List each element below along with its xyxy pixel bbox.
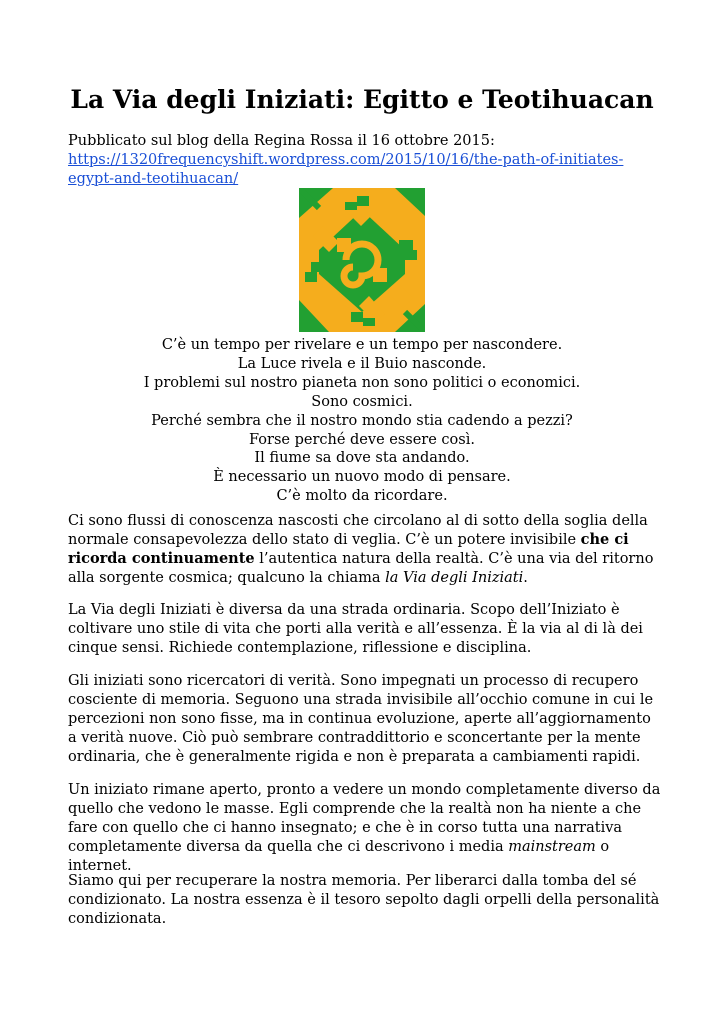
paragraph-open-initiate — [68, 781, 664, 876]
paragraph-recover-memory: Siamo qui per recuperare la nostra memoria. Per liberarci dalla tomba del sé condizionato. La nostra essenza è il tesoro sepolto dagli orpelli della personalità condizionata. — [68, 873, 660, 927]
poem-line: La Luce rivela e il Buio nasconde. — [237, 355, 487, 372]
paragraph-way-of-initiates: La Via degli Iniziati è diversa da una strada ordinaria. Scopo dell’Iniziato è coltivare uno stile di vita che porti alla verità e all’essenza. È la via al di là dei cinque sensi. Richiede contemplazione, riflessione e disciplina. — [68, 602, 643, 656]
poem-line: Sono cosmici. — [311, 393, 413, 410]
poem-line: Forse perché deve essere così. — [249, 431, 475, 448]
page-title: La Via degli Iniziati: Egitto e Teotihuacan — [70, 85, 654, 114]
poem-line: Il fiume sa dove sta andando. — [254, 450, 470, 467]
poem-line: È necessario un nuovo modo di pensare. — [213, 469, 511, 486]
paragraph-text: . — [523, 569, 528, 586]
paragraph-text: Un iniziato rimane aperto, pronto a vedere un mondo completamente diverso da quello che vedono le masse. Egli comprende che la realtà non ha niente a che fare con quello che ci hanno insegnato; e che è in corso tutta una narrativa completamente diversa da quella che ci descrivono i media — [68, 782, 661, 855]
paragraph-text: Ci sono flussi di conoscenza nascosti che circolano al di sotto della soglia della normale consapevolezza dello stato di veglia. C’è un potere invisibile — [68, 513, 648, 548]
paragraph-hidden-knowledge — [68, 512, 664, 588]
poem-line: C’è un tempo per rivelare e un tempo per nascondere. — [161, 337, 563, 353]
source-link-line-1[interactable]: https://1320frequencyshift.wordpress.com/2015/10/16/the-path-of-initiates- — [68, 152, 624, 168]
published-note: Pubblicato sul blog della Regina Rossa il 16 ottobre 2015: — [68, 133, 495, 149]
hunab-ku-symbol-icon — [299, 188, 425, 332]
poem — [0, 336, 724, 506]
publication-info — [68, 132, 668, 189]
poem-line: I problemi sul nostro pianeta non sono politici o economici. — [143, 374, 581, 391]
paragraph-text: o internet. — [68, 838, 610, 874]
poem-line: Perché sembra che il nostro mondo stia cadendo a pezzi? — [151, 412, 573, 429]
italic-phrase: mainstream — [508, 838, 596, 855]
bold-phrase: che ci ricorda continuamente — [68, 530, 629, 567]
source-link[interactable] — [68, 152, 623, 187]
source-link-line-2[interactable]: egypt-and-teotihuacan/ — [68, 171, 239, 187]
poem-line: C’è molto da ricordare. — [276, 488, 448, 505]
paragraph-text: l’autentica natura della realtà. C’è una via del ritorno alla sorgente cosmica; qualcuno la chiama — [68, 550, 654, 586]
italic-phrase: la Via degli Iniziati — [385, 569, 524, 586]
paragraph-truth-seekers: Gli iniziati sono ricercatori di verità. Sono impegnati un processo di recupero cosciente di memoria. Seguono una strada invisibile all’occhio comune in cui le percezioni non sono fisse, ma in continua evoluzione, aperte all’aggiornamento a verità nuove. Ciò può sembrare contraddittorio e sconcertante per la mente ordinaria, che è generalmente rigida e non è preparata a cambiamenti rapidi. — [68, 673, 654, 765]
